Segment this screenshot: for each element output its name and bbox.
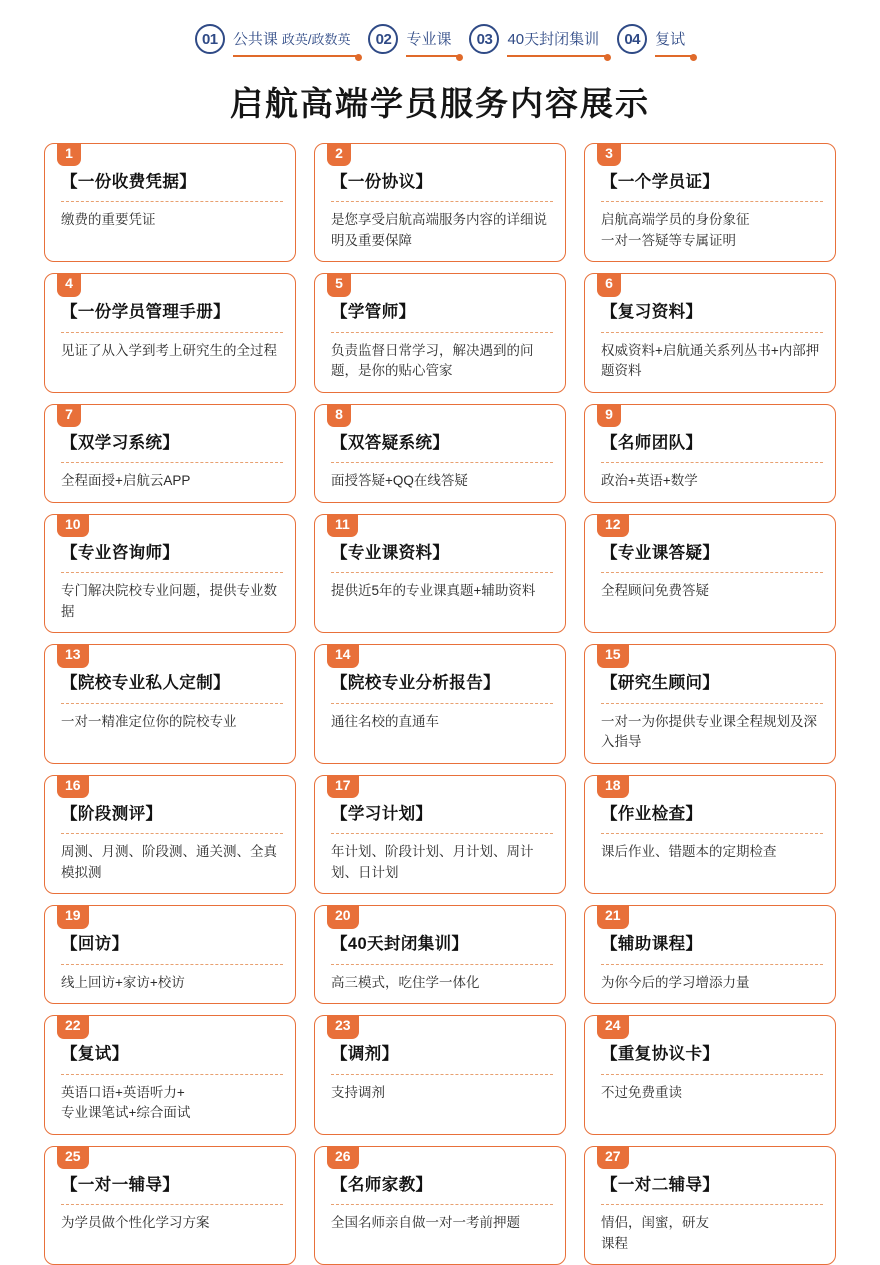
card-number-badge: 25 — [57, 1146, 89, 1169]
card-divider — [61, 572, 283, 573]
card-title: 【学习计划】 — [331, 804, 433, 823]
card-divider — [601, 462, 823, 463]
card-number-badge: 14 — [327, 644, 359, 667]
step-nav — [0, 0, 880, 64]
card-number-badge: 10 — [57, 514, 89, 537]
service-card — [584, 644, 836, 763]
service-card — [44, 514, 296, 633]
card-divider — [601, 201, 823, 202]
card-number-badge: 5 — [327, 273, 351, 296]
card-description: 高三模式，吃住学一体化 — [331, 974, 480, 990]
step-underline — [406, 55, 459, 57]
card-divider — [331, 703, 553, 704]
card-number-badge: 3 — [597, 143, 621, 166]
step-item-04[interactable] — [617, 24, 685, 54]
step-item-02[interactable] — [368, 24, 451, 54]
card-divider — [601, 332, 823, 333]
card-description: 通往名校的直通车 — [331, 713, 439, 729]
service-card — [584, 1146, 836, 1265]
card-number-badge: 23 — [327, 1015, 359, 1038]
card-title: 【学管师】 — [331, 303, 416, 322]
card-title: 【研究生顾问】 — [601, 674, 720, 693]
card-divider — [61, 201, 283, 202]
step-number: 04 — [617, 24, 647, 54]
service-card — [314, 644, 566, 763]
card-title: 【双答疑系统】 — [331, 433, 450, 452]
service-card — [314, 273, 566, 392]
card-number-badge: 18 — [597, 775, 629, 798]
card-title: 【回访】 — [61, 935, 129, 954]
card-number-badge: 8 — [327, 404, 351, 427]
card-divider — [601, 1204, 823, 1205]
card-number-badge: 4 — [57, 273, 81, 296]
service-card — [44, 644, 296, 763]
card-divider — [61, 833, 283, 834]
card-number-badge: 26 — [327, 1146, 359, 1169]
card-number-badge: 27 — [597, 1146, 629, 1169]
step-underline — [507, 55, 607, 57]
page-title: 启航高端学员服务内容展示 — [230, 85, 650, 122]
card-description: 见证了从入学到考上研究生的全过程 — [61, 342, 277, 358]
step-label-wrap — [233, 28, 351, 51]
card-divider — [331, 462, 553, 463]
service-card — [44, 143, 296, 262]
card-title: 【重复协议卡】 — [601, 1045, 720, 1064]
service-card — [584, 514, 836, 633]
card-description: 为你今后的学习增添力量 — [601, 974, 750, 990]
card-description: 提供近5年的专业课真题+辅助资料 — [331, 583, 536, 599]
step-label-wrap — [507, 28, 599, 51]
card-title: 【辅助课程】 — [601, 935, 703, 954]
card-number-badge: 11 — [327, 514, 358, 537]
card-description: 线上回访+家访+校访 — [61, 974, 185, 990]
card-divider — [61, 703, 283, 704]
card-number-badge: 20 — [327, 905, 359, 928]
card-number-badge: 15 — [597, 644, 629, 667]
step-dot-icon — [456, 54, 463, 61]
card-number-badge: 21 — [597, 905, 629, 928]
card-divider — [61, 462, 283, 463]
card-number-badge: 12 — [597, 514, 629, 537]
card-description: 为学员做个性化学习方案 — [61, 1215, 210, 1231]
card-description: 年计划、阶段计划、月计划、周计划、日计划 — [331, 844, 534, 880]
step-number: 01 — [195, 24, 225, 54]
card-description: 全国名师亲自做一对一考前押题 — [331, 1215, 520, 1231]
card-number-badge: 19 — [57, 905, 89, 928]
step-label: 专业课 — [406, 30, 452, 48]
card-title: 【院校专业私人定制】 — [61, 674, 230, 693]
card-divider — [601, 703, 823, 704]
service-card — [314, 1015, 566, 1134]
card-divider — [61, 1074, 283, 1075]
card-divider — [601, 572, 823, 573]
card-title: 【一份学员管理手册】 — [61, 303, 230, 322]
step-sublabel: 政英/政数英 — [281, 31, 351, 47]
card-number-badge: 7 — [57, 404, 81, 427]
step-underline — [233, 55, 359, 57]
service-card — [584, 905, 836, 1004]
step-label-wrap — [406, 28, 451, 51]
card-title: 【一份收费凭据】 — [61, 173, 197, 191]
card-title: 【双学习系统】 — [61, 433, 180, 452]
card-title: 【阶段测评】 — [61, 804, 163, 823]
card-title: 【一份协议】 — [331, 173, 433, 191]
card-title: 【作业检查】 — [601, 804, 703, 823]
service-card — [314, 1146, 566, 1265]
card-title: 【院校专业分析报告】 — [331, 674, 500, 693]
service-card — [584, 1015, 836, 1134]
step-dot-icon — [355, 54, 362, 61]
card-number-badge: 1 — [57, 143, 81, 166]
service-card — [44, 905, 296, 1004]
card-title: 【名师家教】 — [331, 1175, 433, 1194]
card-divider — [331, 964, 553, 965]
card-title: 【一个学员证】 — [601, 173, 720, 191]
card-description: 不过免费重读 — [601, 1084, 682, 1100]
service-card — [314, 143, 566, 262]
card-divider — [331, 332, 553, 333]
service-card — [584, 273, 836, 392]
card-title: 【一对一辅导】 — [61, 1175, 180, 1194]
service-card — [584, 404, 836, 503]
service-card — [44, 404, 296, 503]
card-divider — [331, 572, 553, 573]
card-description: 权威资料+启航通关系列丛书+内部押题资料 — [601, 342, 820, 379]
step-dot-icon — [690, 54, 697, 61]
card-number-badge: 13 — [57, 644, 89, 667]
card-description: 政治+英语+数学 — [601, 473, 698, 489]
card-title: 【复习资料】 — [601, 303, 703, 322]
card-description: 面授答疑+QQ在线答疑 — [331, 473, 468, 489]
card-number-badge: 24 — [597, 1015, 629, 1038]
card-number-badge: 16 — [57, 775, 89, 798]
card-divider — [601, 964, 823, 965]
card-title: 【复试】 — [61, 1045, 129, 1064]
card-number-badge: 6 — [597, 273, 621, 296]
step-number: 03 — [469, 24, 499, 54]
card-description: 支持调剂 — [331, 1084, 385, 1100]
service-card — [314, 905, 566, 1004]
service-card — [44, 1015, 296, 1134]
service-card-grid — [0, 143, 880, 1265]
card-description: 缴费的重要凭证 — [61, 212, 156, 228]
card-description: 英语口语+英语听力+ 专业课笔试+综合面试 — [61, 1084, 191, 1121]
service-card — [314, 775, 566, 894]
service-card — [584, 775, 836, 894]
step-label-wrap — [655, 28, 685, 51]
card-description: 是您享受启航高端服务内容的详细说明及重要保障 — [331, 212, 547, 248]
step-item-01[interactable] — [195, 24, 351, 54]
card-description: 全程面授+启航云APP — [61, 473, 191, 489]
step-label: 40天封闭集训 — [507, 30, 600, 48]
card-number-badge: 2 — [327, 143, 351, 166]
service-card — [314, 514, 566, 633]
card-title: 【专业课资料】 — [331, 543, 450, 562]
step-dot-icon — [604, 54, 611, 61]
card-description: 一对一精准定位你的院校专业 — [61, 713, 237, 729]
card-description: 专门解决院校专业问题，提供专业数据 — [61, 583, 277, 619]
step-underline — [655, 55, 693, 57]
step-label: 公共课 — [232, 30, 278, 48]
card-title: 【专业课答疑】 — [601, 543, 720, 562]
card-title: 【调剂】 — [331, 1045, 399, 1064]
card-description: 一对一为你提供专业课全程规划及深入指导 — [601, 713, 817, 750]
card-divider — [331, 1204, 553, 1205]
card-divider — [61, 964, 283, 965]
service-card — [314, 404, 566, 503]
service-card — [44, 1146, 296, 1265]
card-divider — [331, 833, 553, 834]
card-number-badge: 17 — [327, 775, 359, 798]
card-description: 负责监督日常学习，解决遇到的问题，是你的贴心管家 — [331, 342, 534, 379]
service-card — [44, 273, 296, 392]
card-number-badge: 22 — [57, 1015, 89, 1038]
card-divider — [61, 332, 283, 333]
card-title: 【40天封闭集训】 — [331, 935, 469, 954]
card-description: 启航高端学员的身份象征 一对一答疑等专属证明 — [601, 212, 750, 248]
step-number: 02 — [368, 24, 398, 54]
card-title: 【专业咨询师】 — [61, 543, 180, 562]
card-title: 【一对二辅导】 — [601, 1175, 720, 1194]
card-divider — [331, 1074, 553, 1075]
card-number-badge: 9 — [597, 404, 621, 427]
card-divider — [331, 201, 553, 202]
card-description: 周测、月测、阶段测、通关测、全真模拟测 — [61, 844, 277, 880]
card-divider — [601, 1074, 823, 1075]
step-label: 复试 — [655, 30, 686, 48]
card-description: 全程顾问免费答疑 — [601, 583, 709, 599]
card-divider — [61, 1204, 283, 1205]
card-divider — [601, 833, 823, 834]
card-description: 课后作业、错题本的定期检查 — [601, 844, 777, 860]
step-item-03[interactable] — [469, 24, 599, 54]
card-title: 【名师团队】 — [601, 433, 703, 452]
card-description: 情侣，闺蜜，研友 课程 — [601, 1215, 709, 1251]
service-card — [44, 775, 296, 894]
service-card — [584, 143, 836, 262]
